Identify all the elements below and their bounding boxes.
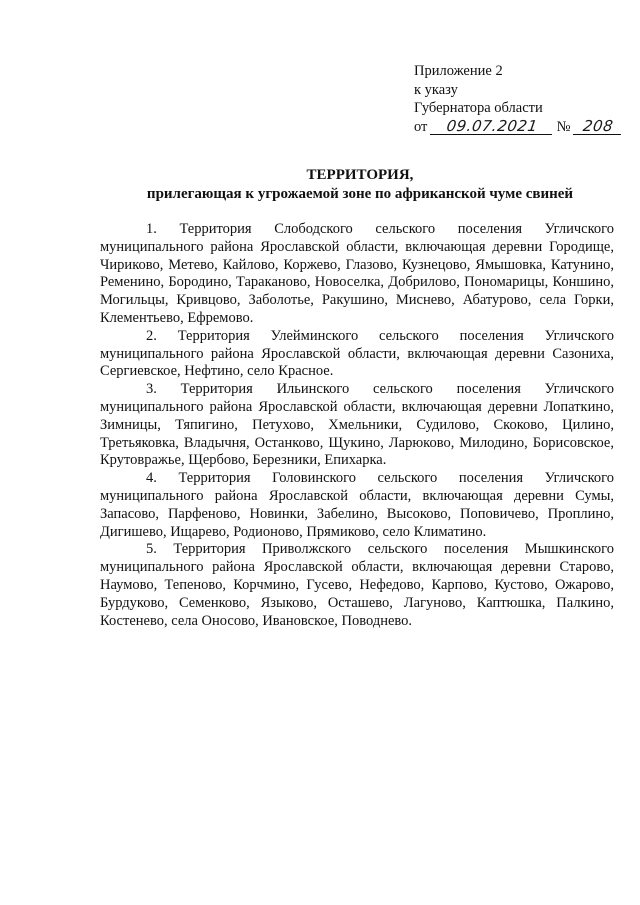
handwritten-date: 09.07.2021 <box>430 119 554 135</box>
territory-paragraph-2: 2. Территория Улейминского сельского поселения Угличского муниципального района Ярославской области, включающая деревни Сазониха, Сергиевское, Нефтино, село Красное. <box>100 327 614 380</box>
territory-paragraph-4: 4. Территория Головинского сельского поселения Угличского муниципального района Ярославской области, включающая деревни Сумы, Запасово, Парфеново, Новинки, Забелино, Высоково, Поповичево, Проплино, Дигишево, Ищарево, Родионово, Прямиково, село Климатино. <box>100 470 614 540</box>
territory-paragraph-1: 1. Территория Слободского сельского поселения Угличского муниципального района Ярославской области, включающая деревни Городище, Чириково, Метево, Кайлово, Коржево, Глазово, Кузнецово, Ямышовка, Катунино, Ременино, Бородино, Тараканово, Новоселка, Добрилово, Пономарицы, Коншино, Могильцы, Кривцово, Заболотье, Ракушино, Миснево, Абатурово, села Горки, Клементьево, Ефремово. <box>100 221 614 326</box>
appendix-label: Приложение 2 <box>414 63 503 79</box>
territory-paragraph-5: 5. Территория Приволжского сельского поселения Мышкинского муниципального района Ярославской области, включающая деревни Старово, Наумово, Тепеново, Корчмино, Гусево, Нефедово, Карпово, Кустово, Ожарово, Бурдуково, Семенково, Языково, Осташево, Лагуново, Каптюшка, Палкино, Костенево, села Оносово, Ивановское, Поводнево. <box>100 541 614 629</box>
number-prefix: № <box>556 118 571 135</box>
appendix-decree-ref: к указу <box>414 81 458 98</box>
appendix-governor: Губернатора области <box>414 100 543 116</box>
territory-list <box>100 221 614 630</box>
handwritten-number: 208 <box>573 119 623 135</box>
title-sub: прилегающая к угрожаемой зоне по африканской чуме свиней <box>146 186 574 202</box>
date-prefix: от <box>414 118 428 135</box>
territory-paragraph-3: 3. Территория Ильинского сельского поселения Угличского муниципального района Ярославской области, включающая деревни Лопаткино, Зимницы, Тяпигино, Петухово, Хмельники, Судилово, Скоково, Цилино, Третьяковка, Владычня, Останково, Щукино, Ларюково, Милодино, Борисовское, Крутовражье, Щербово, Березники, Епихарка. <box>100 381 614 469</box>
document-title <box>100 166 620 204</box>
appendix-date-number-row <box>414 118 614 137</box>
appendix-header <box>414 62 614 136</box>
title-main: ТЕРРИТОРИЯ, <box>306 167 414 183</box>
